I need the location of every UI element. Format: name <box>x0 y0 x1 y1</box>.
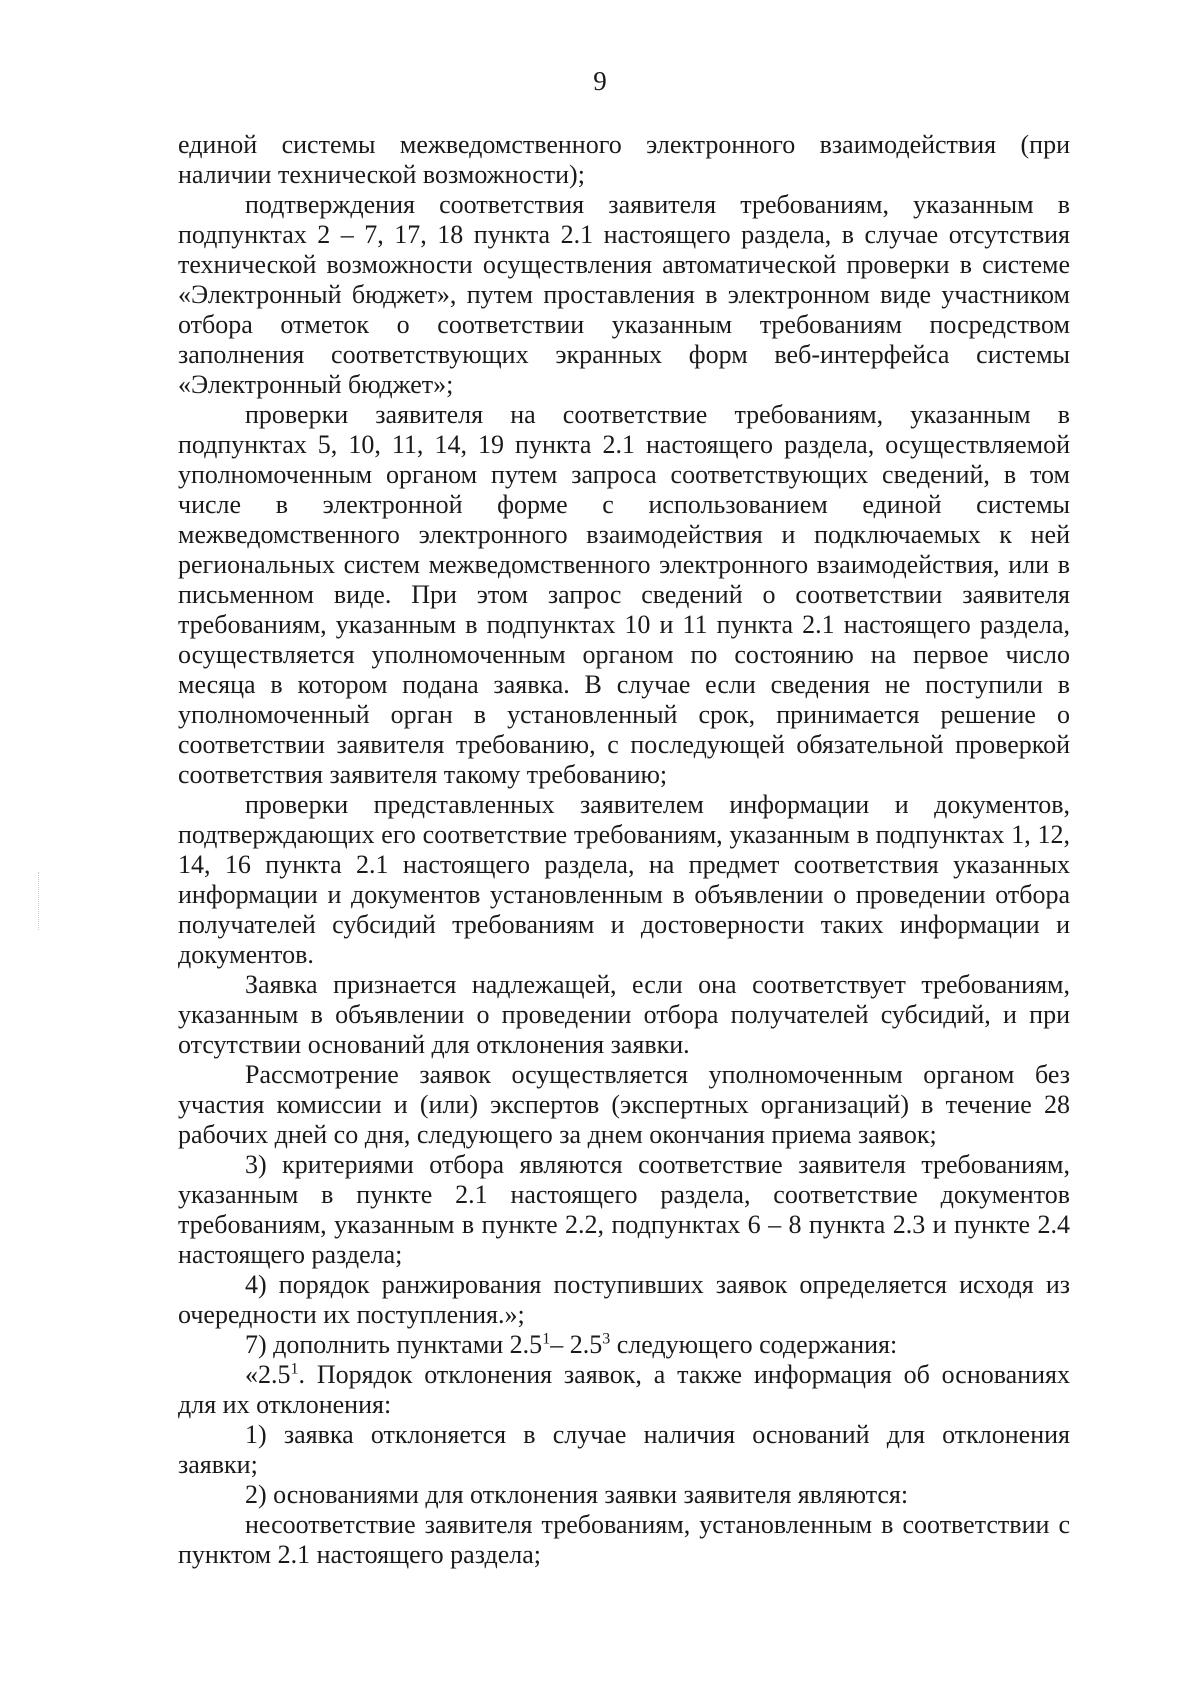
paragraph-documents-check: проверки представленных заявителем информации и документов, подтверждающих его соответствие требованиям, указанным в подпунктах 1, 12, 14, 16 пункта 2.1 настоящего раздела, на предмет соответствия указанных информации и документов установленным в объявлении о проведении отбора получателей субсидий требованиям и достоверности таких информации и документов. <box>178 790 1070 969</box>
paragraph-ranking-order: 4) порядок ранжирования поступивших заявок определяется исходя из очередности их поступления.»; <box>178 1270 1070 1329</box>
document-body <box>178 130 1070 1570</box>
page-number: 9 <box>593 66 607 96</box>
paragraph-rejection-grounds: 2) основаниями для отклонения заявки заявителя являются: <box>245 1480 909 1509</box>
paragraph-item-2-5-1 <box>178 1360 1070 1420</box>
item7-prefix: 7) дополнить пунктами 2.5 <box>245 1330 543 1359</box>
item25-suffix: . Порядок отклонения заявок, а также информация об основаниях для их отклонения: <box>178 1360 1070 1419</box>
item25-sup: 1 <box>290 1360 299 1378</box>
paragraph-applicant-check: проверки заявителя на соответствие требованиям, указанным в подпунктах 5, 10, 11, 14, 19 пункта 2.1 настоящего раздела, осуществляемой уполномоченным органом путем запроса соответствующих сведений, в том числе в электронной форме с использованием единой системы межведомственного электронного взаимодействия и подключаемых к ней региональных систем межведомственного электронного взаимодействия, или в письменном виде. При этом запрос сведений о соответствии заявителя требованиям, указанным в подпунктах 10 и 11 пункта 2.1 настоящего раздела, осуществляется уполномоченным органом по состоянию на первое число месяца в котором подана заявка. В случае если сведения не поступили в уполномоченный орган в установленный срок, принимается решение о соответствии заявителя требованию, с последующей обязательной проверкой соответствия заявителя такому требованию; <box>178 400 1070 789</box>
paragraph-noncompliance: несоответствие заявителя требованиям, установленным в соответствии с пунктом 2.1 настоящего раздела; <box>178 1510 1070 1569</box>
scan-margin-mark <box>38 872 40 930</box>
paragraph-rejection-rule: 1) заявка отклоняется в случае наличия оснований для отклонения заявки; <box>178 1420 1070 1479</box>
item7-middle: – 2.5 <box>550 1330 603 1359</box>
paragraph-item-7 <box>178 1330 1070 1360</box>
item7-sup2: 3 <box>602 1330 611 1348</box>
paragraph-selection-criteria: 3) критериями отбора являются соответствие заявителя требованиям, указанным в пункте 2.1 настоящего раздела, соответствие документов требованиям, указанным в пункте 2.2, подпунктах 6 – 8 пункта 2.3 и пункте 2.4 настоящего раздела; <box>178 1150 1070 1269</box>
paragraph-confirmation: подтверждения соответствия заявителя требованиям, указанным в подпунктах 2 – 7, 17, 18 пункта 2.1 настоящего раздела, в случае отсутствия технической возможности осуществления автоматической проверки в системе «Электронный бюджет», путем проставления в электронном виде участником отбора отметок о соответствии указанным требованиям посредством заполнения соответствующих экранных форм веб-интерфейса системы «Электронный бюджет»; <box>178 190 1070 399</box>
item25-prefix: «2.5 <box>245 1360 291 1389</box>
paragraph-continuation: единой системы межведомственного электронного взаимодействия (при наличии технической возможности); <box>178 130 1070 189</box>
item7-suffix: следующего содержания: <box>610 1330 898 1359</box>
paragraph-proper-application: Заявка признается надлежащей, если она соответствует требованиям, указанным в объявлении о проведении отбора получателей субсидий, и при отсутствии оснований для отклонения заявки. <box>178 970 1070 1059</box>
paragraph-review-terms: Рассмотрение заявок осуществляется уполномоченным органом без участия комиссии и (или) экспертов (экспертных организаций) в течение 28 рабочих дней со дня, следующего за днем окончания приема заявок; <box>178 1060 1070 1149</box>
item7-sup1: 1 <box>542 1330 551 1348</box>
